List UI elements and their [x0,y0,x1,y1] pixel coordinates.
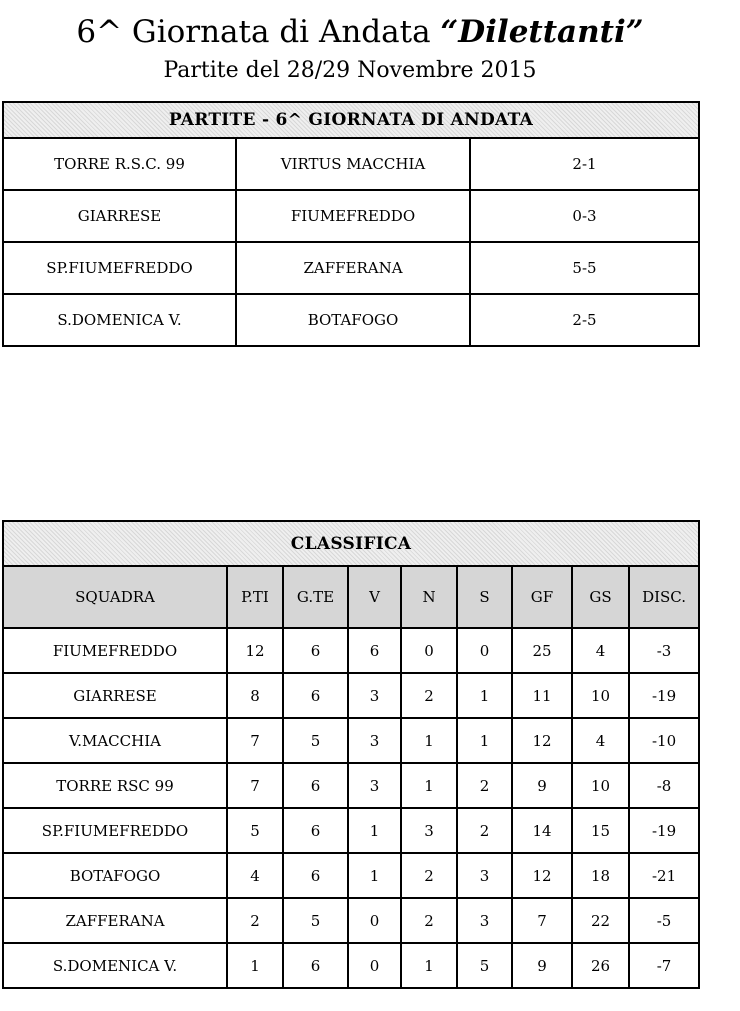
team-name: GIARRESE [3,673,227,718]
points-cell: 7 [227,763,283,808]
page-title [0,12,720,52]
played-cell: 6 [283,628,348,673]
match-score: 5-5 [470,242,699,294]
discipline-cell: -3 [629,628,699,673]
draws-cell: 3 [401,808,457,853]
losses-cell: 5 [457,943,512,988]
team-name: SP.FIUMEFREDDO [3,808,227,853]
column-header-points: P.TI [227,566,283,628]
match-home-team: TORRE R.S.C. 99 [3,138,236,190]
standings-row [3,673,699,718]
standings-heading-row [3,521,699,566]
team-name: V.MACCHIA [3,718,227,763]
goals-for-cell: 11 [512,673,572,718]
column-header-played: G.TE [283,566,348,628]
team-name: BOTAFOGO [3,853,227,898]
goals-against-cell: 26 [572,943,629,988]
goals-against-cell: 15 [572,808,629,853]
discipline-cell: -7 [629,943,699,988]
standings-row [3,943,699,988]
wins-cell: 1 [348,808,401,853]
goals-against-cell: 10 [572,763,629,808]
draws-cell: 1 [401,763,457,808]
draws-cell: 1 [401,943,457,988]
losses-cell: 2 [457,808,512,853]
matches-heading-row [3,102,699,138]
played-cell: 6 [283,853,348,898]
discipline-cell: -10 [629,718,699,763]
standings-heading: CLASSIFICA [3,521,699,566]
standings-row [3,718,699,763]
team-name: TORRE RSC 99 [3,763,227,808]
team-name: S.DOMENICA V. [3,943,227,988]
matches-heading: PARTITE - 6^ GIORNATA DI ANDATA [3,102,699,138]
team-name: FIUMEFREDDO [3,628,227,673]
losses-cell: 2 [457,763,512,808]
discipline-cell: -21 [629,853,699,898]
standings-table [2,520,700,989]
match-home-team: S.DOMENICA V. [3,294,236,346]
wins-cell: 3 [348,673,401,718]
wins-cell: 6 [348,628,401,673]
page-subtitle: Partite del 28/29 Novembre 2015 [163,58,537,83]
points-cell: 8 [227,673,283,718]
played-cell: 6 [283,763,348,808]
discipline-cell: -5 [629,898,699,943]
losses-cell: 1 [457,673,512,718]
goals-for-cell: 9 [512,763,572,808]
wins-cell: 3 [348,763,401,808]
team-name: ZAFFERANA [3,898,227,943]
column-header-squadra: SQUADRA [3,566,227,628]
goals-against-cell: 10 [572,673,629,718]
played-cell: 5 [283,718,348,763]
points-cell: 12 [227,628,283,673]
points-cell: 2 [227,898,283,943]
draws-cell: 2 [401,673,457,718]
points-cell: 5 [227,808,283,853]
match-score: 0-3 [470,190,699,242]
standings-row [3,628,699,673]
wins-cell: 3 [348,718,401,763]
draws-cell: 1 [401,718,457,763]
wins-cell: 0 [348,943,401,988]
wins-cell: 1 [348,853,401,898]
standings-row [3,898,699,943]
standings-row [3,853,699,898]
match-home-team: SP.FIUMEFREDDO [3,242,236,294]
draws-cell: 2 [401,853,457,898]
column-header-goals-against: GS [572,566,629,628]
title-emphasis: “Dilettanti” [440,14,644,50]
goals-against-cell: 4 [572,718,629,763]
played-cell: 5 [283,898,348,943]
losses-cell: 0 [457,628,512,673]
title-prefix: 6^ Giornata di Andata [76,14,441,50]
column-header-losses: S [457,566,512,628]
column-header-draws: N [401,566,457,628]
goals-for-cell: 12 [512,718,572,763]
discipline-cell: -19 [629,808,699,853]
goals-for-cell: 7 [512,898,572,943]
goals-against-cell: 18 [572,853,629,898]
draws-cell: 0 [401,628,457,673]
match-home-team: GIARRESE [3,190,236,242]
match-away-team: BOTAFOGO [236,294,470,346]
match-row [3,138,699,190]
column-header-goals-for: GF [512,566,572,628]
standings-row [3,808,699,853]
discipline-cell: -8 [629,763,699,808]
goals-against-cell: 22 [572,898,629,943]
wins-cell: 0 [348,898,401,943]
match-row [3,242,699,294]
goals-for-cell: 12 [512,853,572,898]
column-header-wins: V [348,566,401,628]
discipline-cell: -19 [629,673,699,718]
match-row [3,190,699,242]
match-score: 2-1 [470,138,699,190]
matches-table [2,101,700,347]
match-row [3,294,699,346]
match-score: 2-5 [470,294,699,346]
goals-against-cell: 4 [572,628,629,673]
played-cell: 6 [283,673,348,718]
standings-header-row [3,566,699,628]
played-cell: 6 [283,943,348,988]
match-away-team: ZAFFERANA [236,242,470,294]
column-header-discipline: DISC. [629,566,699,628]
losses-cell: 3 [457,898,512,943]
goals-for-cell: 9 [512,943,572,988]
points-cell: 1 [227,943,283,988]
goals-for-cell: 14 [512,808,572,853]
points-cell: 4 [227,853,283,898]
played-cell: 6 [283,808,348,853]
losses-cell: 1 [457,718,512,763]
draws-cell: 2 [401,898,457,943]
points-cell: 7 [227,718,283,763]
losses-cell: 3 [457,853,512,898]
match-away-team: VIRTUS MACCHIA [236,138,470,190]
standings-row [3,763,699,808]
match-away-team: FIUMEFREDDO [236,190,470,242]
goals-for-cell: 25 [512,628,572,673]
